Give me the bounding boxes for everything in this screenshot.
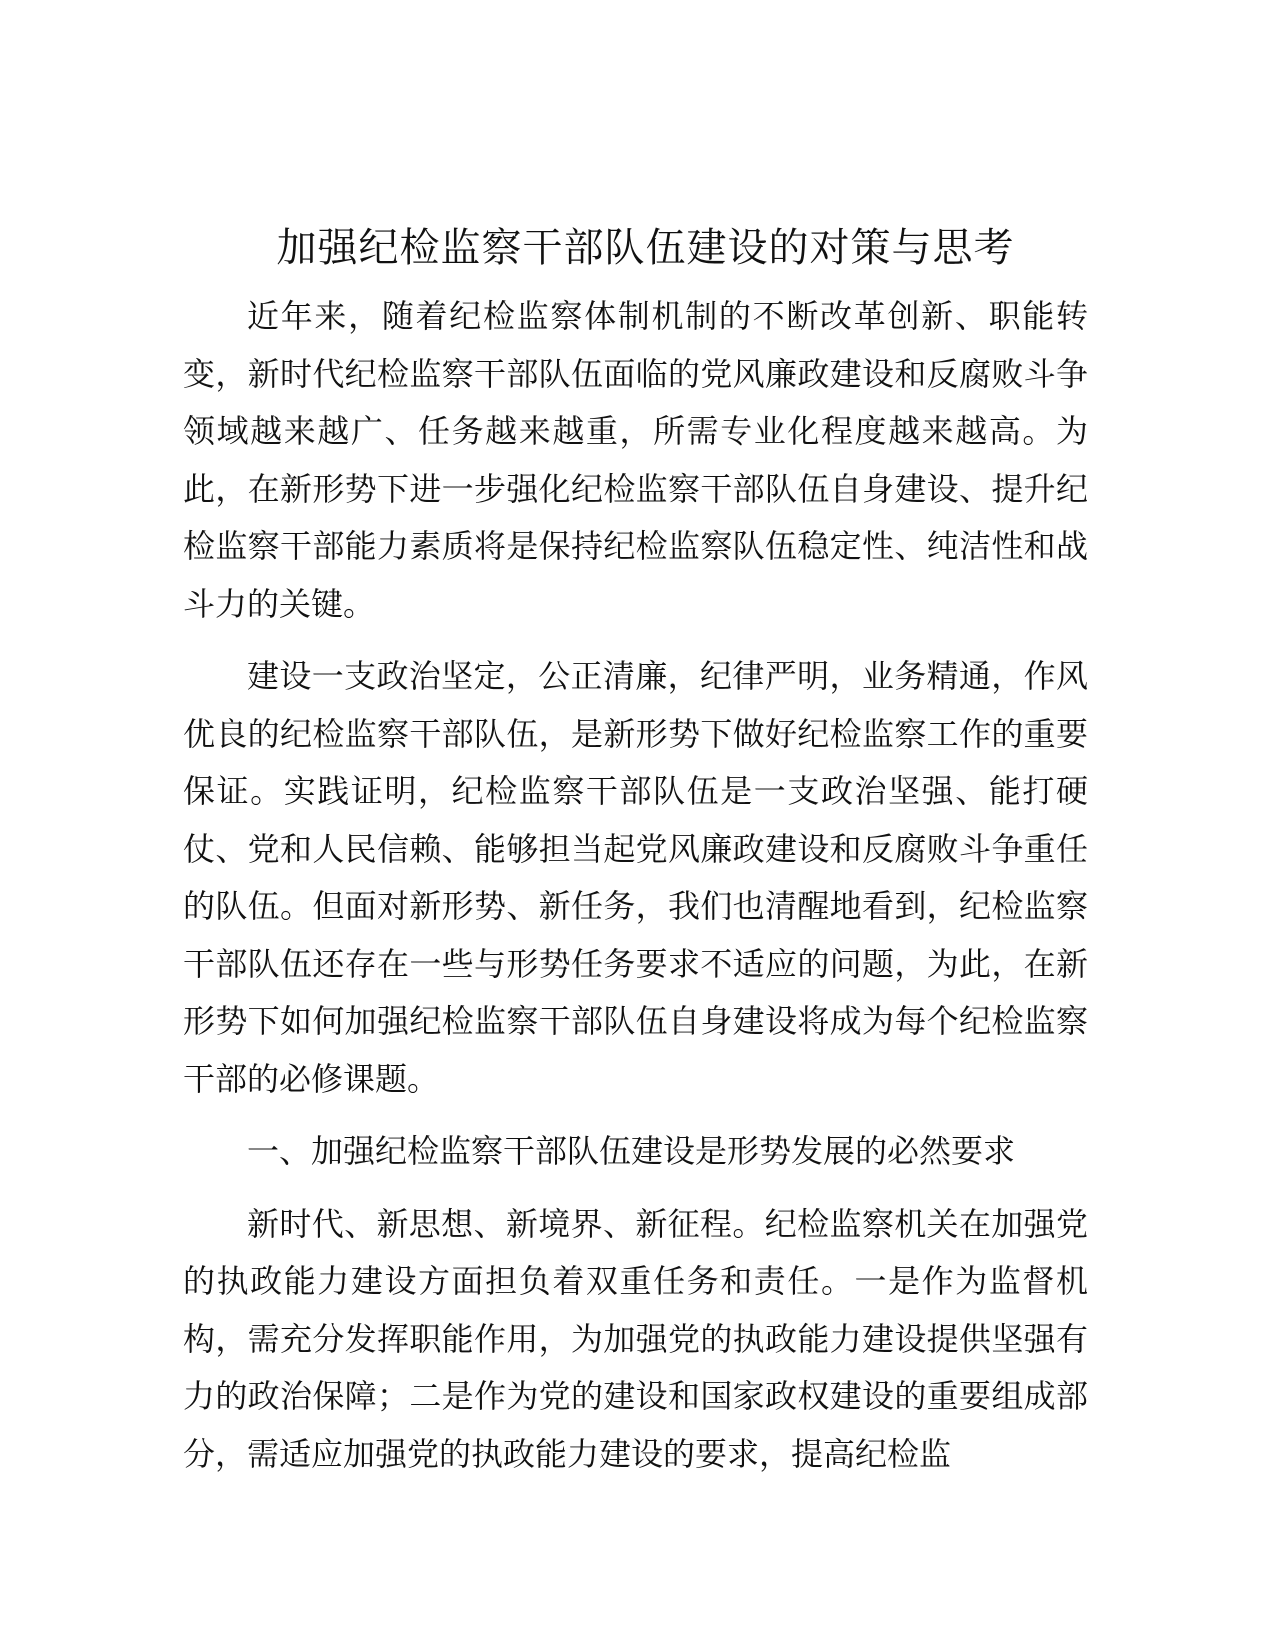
paragraph-intro: 近年来，随着纪检监察体制机制的不断改革创新、职能转变，新时代纪检监察干部队伍面临的党风廉政建设和反腐败斗争领域越来越广、任务越来越重，所需专业化程度越来越高。为此，在新形势下进一步强化纪检监察干部队伍自身建设、提升纪检监察干部能力素质将是保持纪检监察队伍稳定性、纯洁性和战斗力的关键。 <box>183 297 1088 623</box>
document-page <box>183 218 1088 1498</box>
document-title: 加强纪检监察干部队伍建设的对策与思考 <box>276 225 1015 271</box>
section-heading: 一、加强纪检监察干部队伍建设是形势发展的必然要求 <box>247 1132 1016 1170</box>
paragraph-importance: 建设一支政治坚定，公正清廉，纪律严明，业务精通，作风优良的纪检监察干部队伍，是新形势下做好纪检监察工作的重要保证。实践证明，纪检监察干部队伍是一支政治坚强、能打硬仗、党和人民信赖、能够担当起党风廉政建设和反腐败斗争重任的队伍。但面对新形势、新任务，我们也清醒地看到，纪检监察干部队伍还存在一些与形势任务要求不适应的问题，为此，在新形势下如何加强纪检监察干部队伍自身建设将成为每个纪检监察干部的必修课题。 <box>183 657 1088 1098</box>
paragraph-section-one: 新时代、新思想、新境界、新征程。纪检监察机关在加强党的执政能力建设方面担负着双重任务和责任。一是作为监督机构，需充分发挥职能作用，为加强党的执政能力建设提供坚强有力的政治保障；二是作为党的建设和国家政权建设的重要组成部分，需适应加强党的执政能力建设的要求，提高纪检监 <box>183 1204 1088 1473</box>
